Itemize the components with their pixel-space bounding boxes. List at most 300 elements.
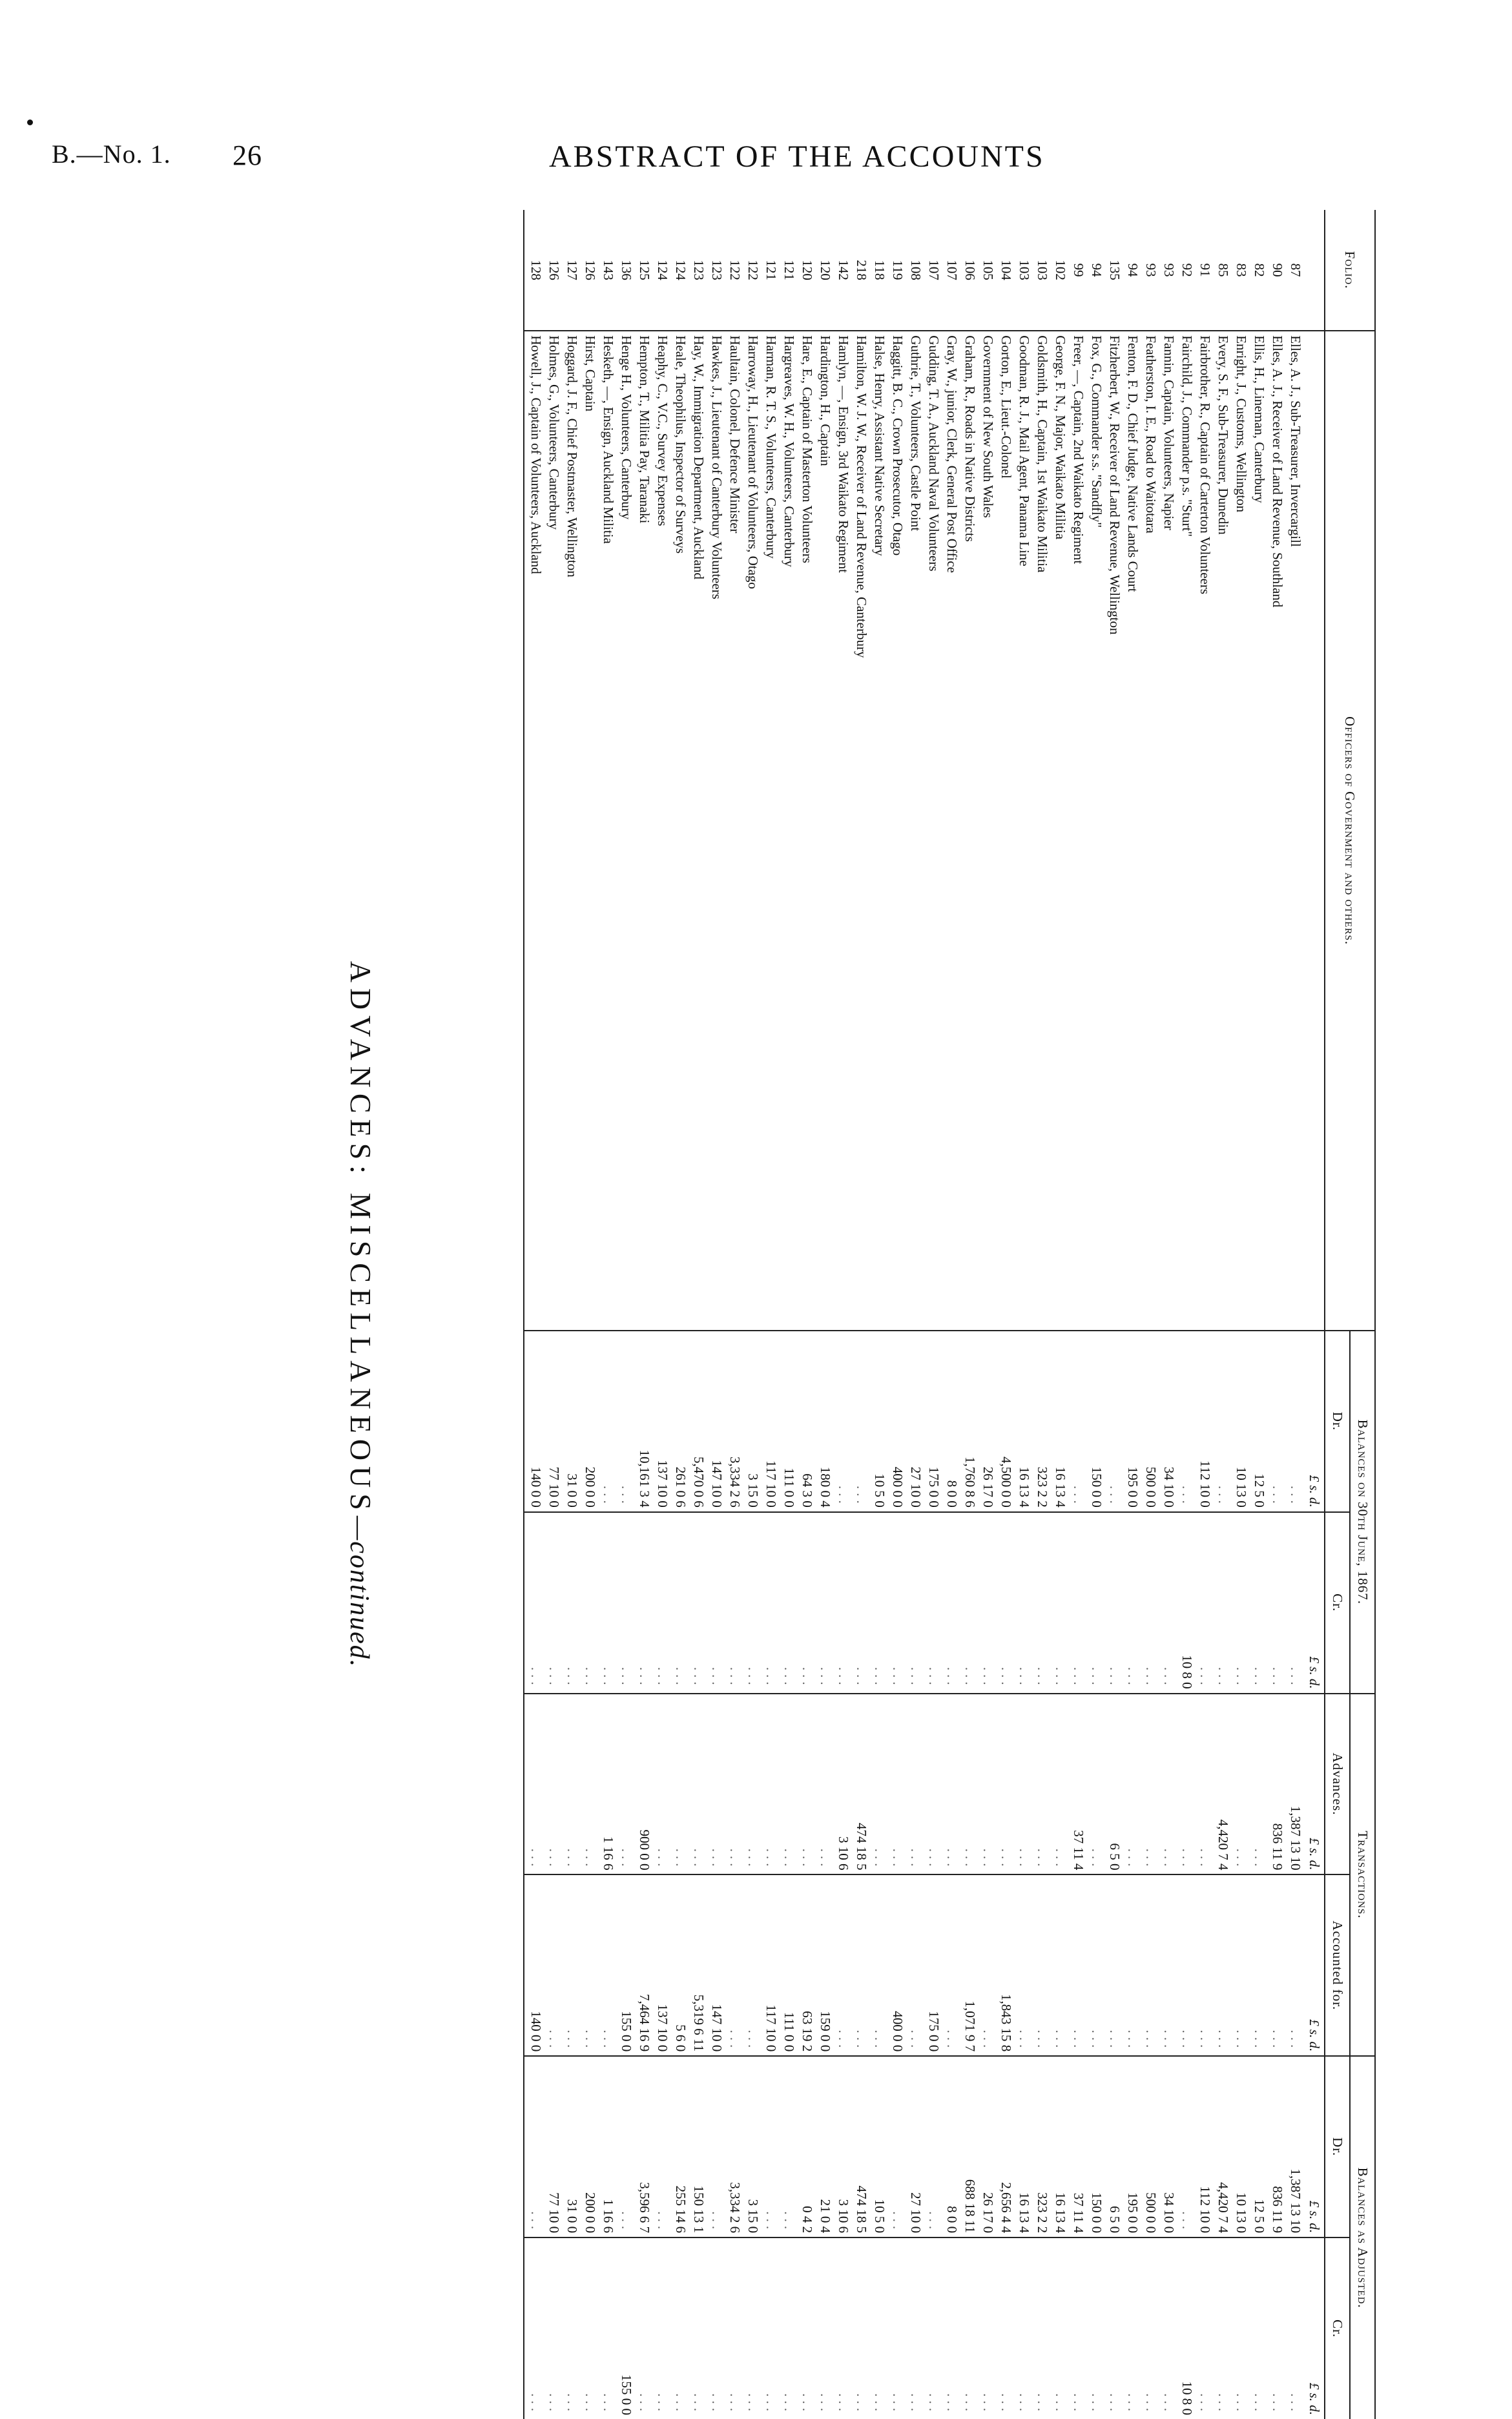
amount-cell-b-cr: ... [834, 1512, 853, 1694]
amount-cell-a-dr: 3,334 2 6 [726, 2056, 744, 2237]
table-row [780, 210, 798, 2419]
amount-cell-adv: ... [780, 1694, 798, 1875]
amount-cell-b-cr: ... [1214, 1512, 1232, 1694]
amount-cell-a-cr: ... [744, 2237, 762, 2419]
amount-cell-acc: ... [1287, 1874, 1305, 2056]
folio-cell: 121 [763, 260, 779, 280]
amount-cell-b-cr: ... [617, 1512, 636, 1694]
amount-cell-b-dr: 12 5 0 [1250, 1331, 1269, 1512]
amount-cell-a-dr: 21 0 4 [816, 2056, 834, 2237]
amount-cell-a-dr: 112 10 0 [1196, 2056, 1214, 2237]
folio-cell: 103 [1017, 260, 1032, 280]
amount-cell-a-cr: ... [1088, 2237, 1106, 2419]
amount-cell-b-cr: ... [654, 1512, 672, 1694]
table-row [816, 210, 834, 2419]
amount-cell-adv: 3 10 6 [834, 1694, 853, 1875]
amount-cell-b-dr: 10 13 0 [1232, 1331, 1250, 1512]
amount-cell-a-cr: ... [1051, 2237, 1070, 2419]
amount-cell-b-cr: ... [1033, 1512, 1051, 1694]
amount-cell-b-cr: ... [1232, 1512, 1250, 1694]
amount-cell-b-cr: ... [744, 1512, 762, 1694]
amount-cell-a-dr: 3 15 0 [744, 2056, 762, 2237]
amount-cell-a-cr: ... [1287, 2237, 1305, 2419]
amount-cell-a-cr: ... [943, 2237, 961, 2419]
officer-name-cell: Gudding, T. A., Auckland Naval Volunteers [925, 331, 943, 1331]
amount-cell-b-cr: ... [708, 1512, 726, 1694]
amount-cell-b-dr: 3,334 2 6 [726, 1331, 744, 1512]
amount-cell-adv: ... [1160, 1694, 1178, 1875]
table-row [1124, 210, 1142, 2419]
folio-cell: 93 [1143, 263, 1159, 277]
folio-cell: 142 [836, 260, 851, 280]
officer-name-cell: Hargreaves, W. H., Volunteers, Canterbury [780, 331, 798, 1331]
amount-cell-b-cr: ... [762, 1512, 780, 1694]
amount-cell-a-cr: ... [726, 2237, 744, 2419]
amount-cell-adv: ... [1142, 1694, 1160, 1875]
amount-cell-adv: ... [1250, 1694, 1269, 1875]
amount-cell-acc: ... [1070, 1874, 1088, 2056]
amount-cell-b-dr: 77 10 0 [545, 1331, 563, 1512]
amount-cell-acc: ... [907, 1874, 925, 2056]
amount-cell-a-dr: 3,596 6 7 [636, 2056, 654, 2237]
amount-cell-acc: 5,319 6 11 [690, 1874, 708, 2056]
amount-cell-adv: 6 5 0 [1106, 1694, 1124, 1875]
officer-name-cell: Howell, J., Captain of Volunteers, Auckland [524, 331, 545, 1331]
table-row [599, 210, 617, 2419]
table-row [997, 210, 1015, 2419]
folio-cell: 128 [524, 210, 545, 331]
dr-header: Dr. [1325, 2056, 1350, 2237]
officer-name-cell: Holmes, G., Volunteers, Canterbury [545, 331, 563, 1331]
table-row [744, 210, 762, 2419]
table-row [1088, 210, 1106, 2419]
officer-name-cell: Halse, Henry, Assistant Native Secretary [871, 331, 889, 1331]
table-row [1051, 210, 1070, 2419]
amount-cell-a-cr: ... [563, 2237, 581, 2419]
amount-cell-a-cr: ... [871, 2237, 889, 2419]
folio-cell: 136 [619, 260, 634, 280]
amount-cell-adv: ... [744, 1694, 762, 1875]
officer-name-cell: Harroway, H., Lieutenant of Volunteers, Otago [744, 331, 762, 1331]
amount-cell-b-cr: ... [1142, 1512, 1160, 1694]
officer-name-cell: Every, S. F., Sub-Treasurer, Dunedin [1214, 331, 1232, 1331]
amount-cell-b-dr: ... [1106, 1331, 1124, 1512]
amount-cell-a-dr: 688 18 11 [961, 2056, 979, 2237]
amount-cell-acc: ... [1033, 1874, 1051, 2056]
folio-cell: 94 [1089, 263, 1104, 277]
amount-cell-acc: 159 0 0 [816, 1874, 834, 2056]
table-row [1214, 210, 1232, 2419]
folio-cell: 121 [782, 260, 797, 280]
officer-name-cell: Fannin, Captain, Volunteers, Napier [1160, 331, 1178, 1331]
amount-cell-b-dr: ... [1070, 1331, 1088, 1512]
amount-cell-b-dr: ... [1287, 1331, 1305, 1512]
table-row [1178, 210, 1196, 2419]
amount-cell-b-cr: ... [798, 1512, 816, 1694]
amount-cell-adv: ... [979, 1694, 997, 1875]
stray-dot [27, 119, 33, 125]
officer-name-cell: Haggitt, B. C., Crown Prosecutor, Otago [889, 331, 907, 1331]
accounted-for-header: Accounted for. [1325, 1874, 1350, 2056]
amount-cell-b-dr: 323 2 2 [1033, 1331, 1051, 1512]
amount-cell-b-dr: 3 15 0 [744, 1331, 762, 1512]
page-number: 26 [233, 140, 262, 171]
amount-cell-b-dr: 8 0 0 [943, 1331, 961, 1512]
amount-cell-acc: ... [943, 1874, 961, 2056]
amount-cell-a-cr: ... [997, 2237, 1015, 2419]
folio-cell: 218 [854, 260, 869, 280]
amount-cell-b-dr: 147 10 0 [708, 1331, 726, 1512]
amount-cell-adv: ... [871, 1694, 889, 1875]
document-reference: B.—No. 1. [52, 140, 171, 169]
amount-cell-b-dr: 26 17 0 [979, 1331, 997, 1512]
amount-cell-a-cr: ... [690, 2237, 708, 2419]
folio-cell: 107 [926, 260, 942, 280]
amount-cell-b-cr: ... [1160, 1512, 1178, 1694]
amount-cell-a-cr: ... [780, 2237, 798, 2419]
amount-cell-b-dr: 200 0 0 [581, 1331, 599, 1512]
amount-cell-a-cr: ... [961, 2237, 979, 2419]
officer-name-cell: Elles, A. J., Sub-Treasurer, Invercargill [1287, 331, 1305, 1331]
table-row [1160, 210, 1178, 2419]
officer-name-cell: Hempton, T., Militia Pay, Taranaki [636, 331, 654, 1331]
table-row [690, 210, 708, 2419]
amount-cell-a-dr: 195 0 0 [1124, 2056, 1142, 2237]
table-row [943, 210, 961, 2419]
amount-cell-a-cr: ... [816, 2237, 834, 2419]
amount-cell-b-dr: 112 10 0 [1196, 1331, 1214, 1512]
amount-cell-b-dr: ... [834, 1331, 853, 1512]
amount-cell-acc: ... [1160, 1874, 1178, 2056]
folio-cell: 91 [1197, 263, 1213, 277]
table-row [871, 210, 889, 2419]
amount-cell-adv: 474 18 5 [853, 1694, 871, 1875]
table-row [617, 210, 636, 2419]
table-row [798, 210, 816, 2419]
amount-cell-acc: ... [744, 1874, 762, 2056]
amount-cell-acc: ... [1088, 1874, 1106, 2056]
amount-cell-adv: ... [889, 1694, 907, 1875]
officer-name-cell: Hare, E., Captain of Masterton Volunteers [798, 331, 816, 1331]
folio-cell: 83 [1234, 263, 1249, 277]
amount-cell-a-dr: 10 5 0 [871, 2056, 889, 2237]
amount-cell-a-dr: 836 11 9 [1269, 2056, 1287, 2237]
amount-cell-a-dr: ... [1178, 2056, 1196, 2237]
amount-cell-acc: 155 0 0 [617, 1874, 636, 2056]
officer-name-cell: Hamlyn, —, Ensign, 3rd Waikato Regiment [834, 331, 853, 1331]
officer-name-cell: Heaphy, C., V.C., Survey Expenses [654, 331, 672, 1331]
amount-cell-a-cr: ... [654, 2237, 672, 2419]
officer-name-cell: Gorton, E., Lieut.-Colonel [997, 331, 1015, 1331]
table-row [762, 210, 780, 2419]
folio-cell: 124 [655, 260, 670, 280]
table-row [1033, 210, 1051, 2419]
folio-cell: 119 [890, 260, 906, 280]
amount-cell-acc: ... [1142, 1874, 1160, 2056]
table-row [1015, 210, 1033, 2419]
officer-name-cell: Guthrie, T., Volunteers, Castle Point [907, 331, 925, 1331]
amount-cell-adv: ... [1124, 1694, 1142, 1875]
folio-cell: 120 [800, 260, 815, 280]
table-row [925, 210, 943, 2419]
amount-cell-b-dr: ... [617, 1331, 636, 1512]
folio-cell: 99 [1071, 263, 1086, 277]
folio-cell: 118 [872, 260, 887, 280]
table-row [1232, 210, 1250, 2419]
officer-name-cell: Featherston, I. E., Road to Waitotara [1142, 331, 1160, 1331]
amount-cell-adv: 4,420 7 4 [1214, 1694, 1232, 1875]
amount-cell-b-cr: ... [1196, 1512, 1214, 1694]
amount-cell-a-cr: ... [708, 2237, 726, 2419]
amount-cell-a-cr: ... [636, 2237, 654, 2419]
amount-cell-acc: ... [979, 1874, 997, 2056]
amount-cell-a-cr: ... [889, 2237, 907, 2419]
officer-name-cell: Elles, A. J., Receiver of Land Revenue, Southland [1269, 331, 1287, 1331]
table-row [708, 210, 726, 2419]
amount-cell-a-dr: 1,387 13 10 [1287, 2056, 1305, 2237]
amount-cell-adv: ... [1033, 1694, 1051, 1875]
amount-cell-acc: 1,071 9 7 [961, 1874, 979, 2056]
folio-cell: 93 [1161, 263, 1177, 277]
folio-cell: 122 [745, 260, 761, 280]
balances-adjusted-header: Balances as Adjusted. [1350, 2056, 1375, 2419]
table-row [636, 210, 654, 2419]
amount-cell-a-dr: 255 14 6 [672, 2056, 690, 2237]
amount-cell-a-dr: ... [889, 2056, 907, 2237]
officers-header: Officers of Government and others. [1325, 331, 1375, 1331]
amount-cell-b-dr: 400 0 0 [889, 1331, 907, 1512]
amount-cell-b-cr: ... [816, 1512, 834, 1694]
amount-cell-a-dr: 6 5 0 [1106, 2056, 1124, 2237]
amount-cell-b-dr: 117 10 0 [762, 1331, 780, 1512]
amount-cell-adv: ... [943, 1694, 961, 1875]
table-row [545, 210, 563, 2419]
amount-cell-b-cr: ... [524, 1512, 545, 1694]
table-row [853, 210, 871, 2419]
dr-header: Dr. [1325, 1331, 1350, 1512]
table-row [961, 210, 979, 2419]
amount-cell-a-dr: 4,420 7 4 [1214, 2056, 1232, 2237]
units-label: £ s. d. [1305, 1694, 1325, 1875]
amount-cell-a-cr: ... [1142, 2237, 1160, 2419]
units-label: £ s. d. [1305, 1512, 1325, 1694]
amount-cell-a-dr: 200 0 0 [581, 2056, 599, 2237]
officer-name-cell: Hoggard, J. F., Chief Postmaster, Wellington [563, 331, 581, 1331]
amount-cell-a-dr: 77 10 0 [545, 2056, 563, 2237]
amount-cell-b-dr: 150 0 0 [1088, 1331, 1106, 1512]
amount-cell-a-cr: 155 0 0 [617, 2237, 636, 2419]
amount-cell-a-cr: ... [1269, 2237, 1287, 2419]
folio-cell: 82 [1252, 263, 1267, 277]
amount-cell-adv: ... [581, 1694, 599, 1875]
amount-cell-a-dr: 12 5 0 [1250, 2056, 1269, 2237]
amount-cell-acc: ... [1196, 1874, 1214, 2056]
amount-cell-b-cr: ... [545, 1512, 563, 1694]
folio-cell: 125 [637, 260, 652, 280]
officer-name-cell: Fenton, F. D., Chief Judge, Native Lands Court [1124, 331, 1142, 1331]
amount-cell-a-dr: 10 13 0 [1232, 2056, 1250, 2237]
amount-cell-adv: 1,387 13 10 [1287, 1694, 1305, 1875]
amount-cell-adv: ... [726, 1694, 744, 1875]
amount-cell-b-cr: ... [1015, 1512, 1033, 1694]
amount-cell-a-dr: 3 10 6 [834, 2056, 853, 2237]
folio-cell: 135 [1107, 260, 1123, 280]
amount-cell-acc: ... [726, 1874, 744, 2056]
amount-cell-a-dr: 500 0 0 [1142, 2056, 1160, 2237]
folio-cell: 127 [564, 260, 580, 280]
amount-cell-a-cr: ... [581, 2237, 599, 2419]
amount-cell-acc: 137 10 0 [654, 1874, 672, 2056]
amount-cell-adv: ... [762, 1694, 780, 1875]
amount-cell-acc: ... [1124, 1874, 1142, 2056]
sheet-title [344, 210, 378, 2419]
amount-cell-adv: 836 11 9 [1269, 1694, 1287, 1875]
amount-cell-acc: ... [1250, 1874, 1269, 2056]
amount-cell-b-dr: ... [1214, 1331, 1232, 1512]
amount-cell-b-cr: ... [690, 1512, 708, 1694]
officer-name-cell: Hawkes, J., Lieutenant of Canterbury Volunteers [708, 331, 726, 1331]
folio-cell: 123 [709, 260, 725, 280]
amount-cell-a-cr: ... [1214, 2237, 1232, 2419]
amount-cell-acc: ... [1178, 1874, 1196, 2056]
amount-cell-a-dr: ... [762, 2056, 780, 2237]
amount-cell-a-dr: 34 10 0 [1160, 2056, 1178, 2237]
amount-cell-b-cr: ... [1269, 1512, 1287, 1694]
officer-name-cell: Ellis, H., Lineman, Canterbury [1250, 331, 1269, 1331]
officer-name-cell: Government of New South Wales [979, 331, 997, 1331]
amount-cell-b-dr: 261 0 6 [672, 1331, 690, 1512]
amount-cell-acc: 63 19 2 [798, 1874, 816, 2056]
folio-cell: 120 [818, 260, 833, 280]
amount-cell-a-dr: 37 11 4 [1070, 2056, 1088, 2237]
amount-cell-b-dr: 4,500 0 0 [997, 1331, 1015, 1512]
folio-cell: 107 [944, 260, 960, 280]
table-row [907, 210, 925, 2419]
amount-cell-acc: 140 0 0 [524, 1874, 545, 2056]
amount-cell-b-dr: 34 10 0 [1160, 1331, 1178, 1512]
amount-cell-b-cr: 10 8 0 [1178, 1512, 1196, 1694]
amount-cell-a-cr: ... [853, 2237, 871, 2419]
transactions-header: Transactions. [1350, 1694, 1375, 2057]
officer-name-cell: Hardington, H., Captain [816, 331, 834, 1331]
amount-cell-b-dr: 1,760 8 6 [961, 1331, 979, 1512]
amount-cell-a-cr: ... [1015, 2237, 1033, 2419]
amount-cell-adv: ... [672, 1694, 690, 1875]
amount-cell-a-dr: 16 13 4 [1015, 2056, 1033, 2237]
cr-header: Cr. [1325, 1512, 1350, 1694]
amount-cell-b-cr: ... [997, 1512, 1015, 1694]
amount-cell-b-cr: ... [1124, 1512, 1142, 1694]
amount-cell-a-dr: 31 0 0 [563, 2056, 581, 2237]
amount-cell-b-dr: ... [1178, 1331, 1196, 1512]
folio-cell: 126 [583, 260, 598, 280]
officer-name-cell: Fitzherbert, W., Receiver of Land Revenue, Wellington [1106, 331, 1124, 1331]
amount-cell-a-cr: ... [1070, 2237, 1088, 2419]
amount-cell-acc: ... [834, 1874, 853, 2056]
amount-cell-b-cr: ... [961, 1512, 979, 1694]
amount-cell-b-dr: 10 5 0 [871, 1331, 889, 1512]
units-label: £ s. d. [1305, 1874, 1325, 2056]
amount-cell-a-cr: ... [1250, 2237, 1269, 2419]
table-row [672, 210, 690, 2419]
amount-cell-a-cr: ... [834, 2237, 853, 2419]
officer-name-cell: Henge H., Volunteers, Canterbury [617, 331, 636, 1331]
amount-cell-a-cr: ... [762, 2237, 780, 2419]
amount-cell-b-dr: 500 0 0 [1142, 1331, 1160, 1512]
table-row [1142, 210, 1160, 2419]
folio-cell: 143 [601, 260, 616, 280]
amount-cell-acc: 400 0 0 [889, 1874, 907, 2056]
amount-cell-b-cr: ... [1051, 1512, 1070, 1694]
table-row [834, 210, 853, 2419]
amount-cell-b-dr: 137 10 0 [654, 1331, 672, 1512]
amount-cell-acc: 7,464 16 9 [636, 1874, 654, 2056]
table-row [581, 210, 599, 2419]
table-row [1196, 210, 1214, 2419]
amount-cell-adv: ... [1196, 1694, 1214, 1875]
amount-cell-b-cr: ... [599, 1512, 617, 1694]
amount-cell-adv: ... [1088, 1694, 1106, 1875]
balances-1867-header: Balances on 30th June, 1867. [1350, 1331, 1375, 1694]
folio-cell: 85 [1216, 263, 1231, 277]
folio-cell: 90 [1270, 263, 1285, 277]
amount-cell-b-cr: ... [1070, 1512, 1088, 1694]
amount-cell-adv: ... [654, 1694, 672, 1875]
amount-cell-b-cr: ... [1250, 1512, 1269, 1694]
advances-table [523, 210, 1376, 2419]
amount-cell-b-cr: ... [907, 1512, 925, 1694]
table-row [726, 210, 744, 2419]
amount-cell-a-dr: ... [708, 2056, 726, 2237]
amount-cell-b-dr: ... [1269, 1331, 1287, 1512]
table-body [524, 210, 1325, 2419]
folio-cell: 122 [727, 260, 743, 280]
amount-cell-b-cr: ... [581, 1512, 599, 1694]
officer-name-cell: Hirst, Captain [581, 331, 599, 1331]
table-row [979, 210, 997, 2419]
amount-cell-adv: ... [690, 1694, 708, 1875]
officer-name-cell: Harman, R. T. S., Volunteers, Canterbury [762, 331, 780, 1331]
amount-cell-b-dr: 16 13 4 [1015, 1331, 1033, 1512]
amount-cell-b-dr: 16 13 4 [1051, 1331, 1070, 1512]
amount-cell-a-cr: ... [1232, 2237, 1250, 2419]
amount-cell-a-dr: ... [780, 2056, 798, 2237]
folio-cell: 87 [1288, 263, 1303, 277]
amount-cell-b-cr: ... [871, 1512, 889, 1694]
amount-cell-acc: ... [1015, 1874, 1033, 2056]
amount-cell-a-dr: ... [524, 2056, 545, 2237]
table-row [1287, 210, 1305, 2419]
amount-cell-a-cr: ... [672, 2237, 690, 2419]
amount-cell-acc: 147 10 0 [708, 1874, 726, 2056]
amount-cell-a-dr: 16 13 4 [1051, 2056, 1070, 2237]
amount-cell-adv: ... [708, 1694, 726, 1875]
amount-cell-a-cr: ... [599, 2237, 617, 2419]
amount-cell-adv: 37 11 4 [1070, 1694, 1088, 1875]
folio-cell: 92 [1179, 263, 1195, 277]
rotated-table-sheet [304, 210, 1376, 2419]
folio-cell: 94 [1125, 263, 1141, 277]
amount-cell-b-dr: 175 0 0 [925, 1331, 943, 1512]
units-label: £ s. d. [1305, 1331, 1325, 1512]
folio-cell: 104 [999, 260, 1014, 280]
folio-cell: 124 [673, 260, 689, 280]
amount-cell-a-cr: 10 8 0 [1178, 2237, 1196, 2419]
amount-cell-b-cr: ... [853, 1512, 871, 1694]
amount-cell-b-cr: ... [979, 1512, 997, 1694]
amount-cell-b-cr: ... [889, 1512, 907, 1694]
amount-cell-b-cr: ... [1106, 1512, 1124, 1694]
